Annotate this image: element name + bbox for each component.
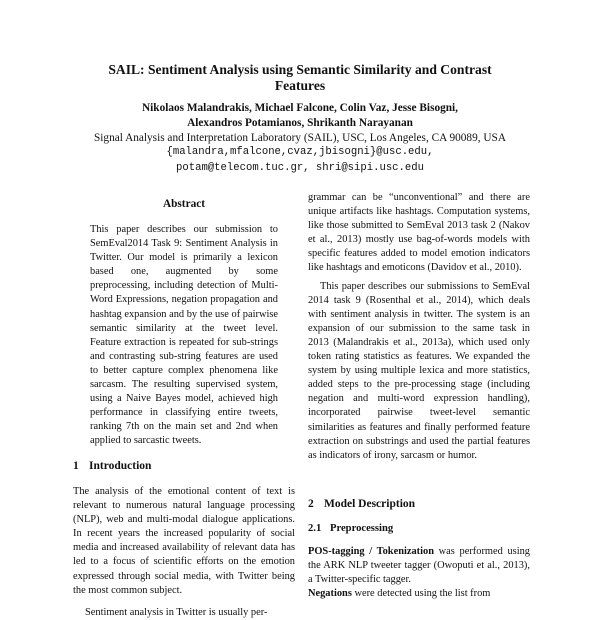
emails-line-2: potam@telecom.tuc.gr, shri@sipi.usc.edu <box>176 161 424 174</box>
section-number: 1 <box>73 460 79 472</box>
abstract-heading: Abstract <box>162 198 206 210</box>
preprocessing-body <box>308 545 530 601</box>
paper-title: SAIL: Sentiment Analysis using Semantic Similarity and Contrast Features <box>108 62 492 93</box>
negations-paragraph <box>308 587 530 601</box>
emails-line-1: {malandra,mfalcone,cvaz,jbisogni}@usc.edu, <box>166 146 434 158</box>
authors-line-1: Nikolaos Malandrakis, Michael Falcone, Colin Vaz, Jesse Bisogni, <box>141 102 459 114</box>
pos-tagging-label: POS-tagging / Tokenization <box>308 546 434 557</box>
intro-paragraph-2: Sentiment analysis in Twitter is usually per- <box>85 606 268 618</box>
negations-label: Negations <box>308 588 352 600</box>
section-model-description-heading <box>308 498 415 510</box>
abstract-text: This paper describes our submission to SemEval2014 Task 9: Sentiment Analysis in Twitter. Our model is primarily a lexicon based one, augmented by some preprocessing, including detection of Multi-Word Expressions, negation propagation and hashtag expansion and by the use of pairwise semantic similarity at the tweet level. Feature extraction is repeated for sub-strings and contrasting sub-string features are used to better capture complex phenomena like sarcasm. The resulting supervised system, using a Naive Bayes model, achieved high performance in classifying entire tweets, ranking 7th on the main set and 2nd when applied to sarcastic tweets. <box>90 224 278 447</box>
email-list <box>60 145 540 176</box>
section-introduction-heading <box>73 460 151 472</box>
section-title: Introduction <box>89 460 152 472</box>
subsection-title: Preprocessing <box>330 523 394 534</box>
intro-paragraph-1: The analysis of the emotional content of text is relevant to numerous natural language processing (NLP), web and multi-modal dialogue applications. In recent years the increased popularity of social media and increased availability of relevant data has led to a focus of scientific efforts on the emotion expressed through social media, with Twitter being the most common subject. <box>73 486 295 596</box>
subsection-preprocessing-heading <box>308 523 393 534</box>
section-number: 2 <box>308 498 314 510</box>
pos-tagging-paragraph <box>308 545 530 587</box>
section-title: Model Description <box>324 498 416 510</box>
subsection-number: 2.1 <box>308 523 322 534</box>
authors-line-2: Alexandros Potamianos, Shrikanth Narayanan <box>187 117 413 129</box>
negations-text: were detected using the list from <box>351 588 491 600</box>
author-list <box>60 101 540 131</box>
intro-paragraph-continued: grammar can be “unconventional” and there are unique artifacts like hashtags. Computation systems, like those submitted to SemEval 2013 task 2 (Nakov et al., 2013) mostly use bag-of-words models with specific features added to model emotion indicators like hashtags and emoticons (Davidov et al., 2010). <box>308 192 530 274</box>
intro-paragraph-3: This paper describes our submissions to SemEval 2014 task 9 (Rosenthal et al., 2014), which deals with sentiment analysis in twitter. The system is an expansion of our submission to the same task in 2013 (Malandrakis et al., 2013a), which used only token rating statistics as features. We expanded the system by using multiple lexica and more statistics, added steps to the pre-processing stage (including negation and multi-word expression handling), incorporated pairwise tweet-level semantic similarities as features and finally performed feature extraction on substrings and used the partial features as indicators of irony, sarcasm or humor. <box>308 280 530 461</box>
affiliation: Signal Analysis and Interpretation Laboratory (SAIL), USC, Los Angeles, CA 90089, USA <box>94 132 506 144</box>
right-column-body <box>308 191 530 463</box>
pos-tagging-text: was performed using the ARK NLP tweeter tagger (Owoputi et al., 2013), a Twitter-specific tagger. <box>308 546 530 586</box>
